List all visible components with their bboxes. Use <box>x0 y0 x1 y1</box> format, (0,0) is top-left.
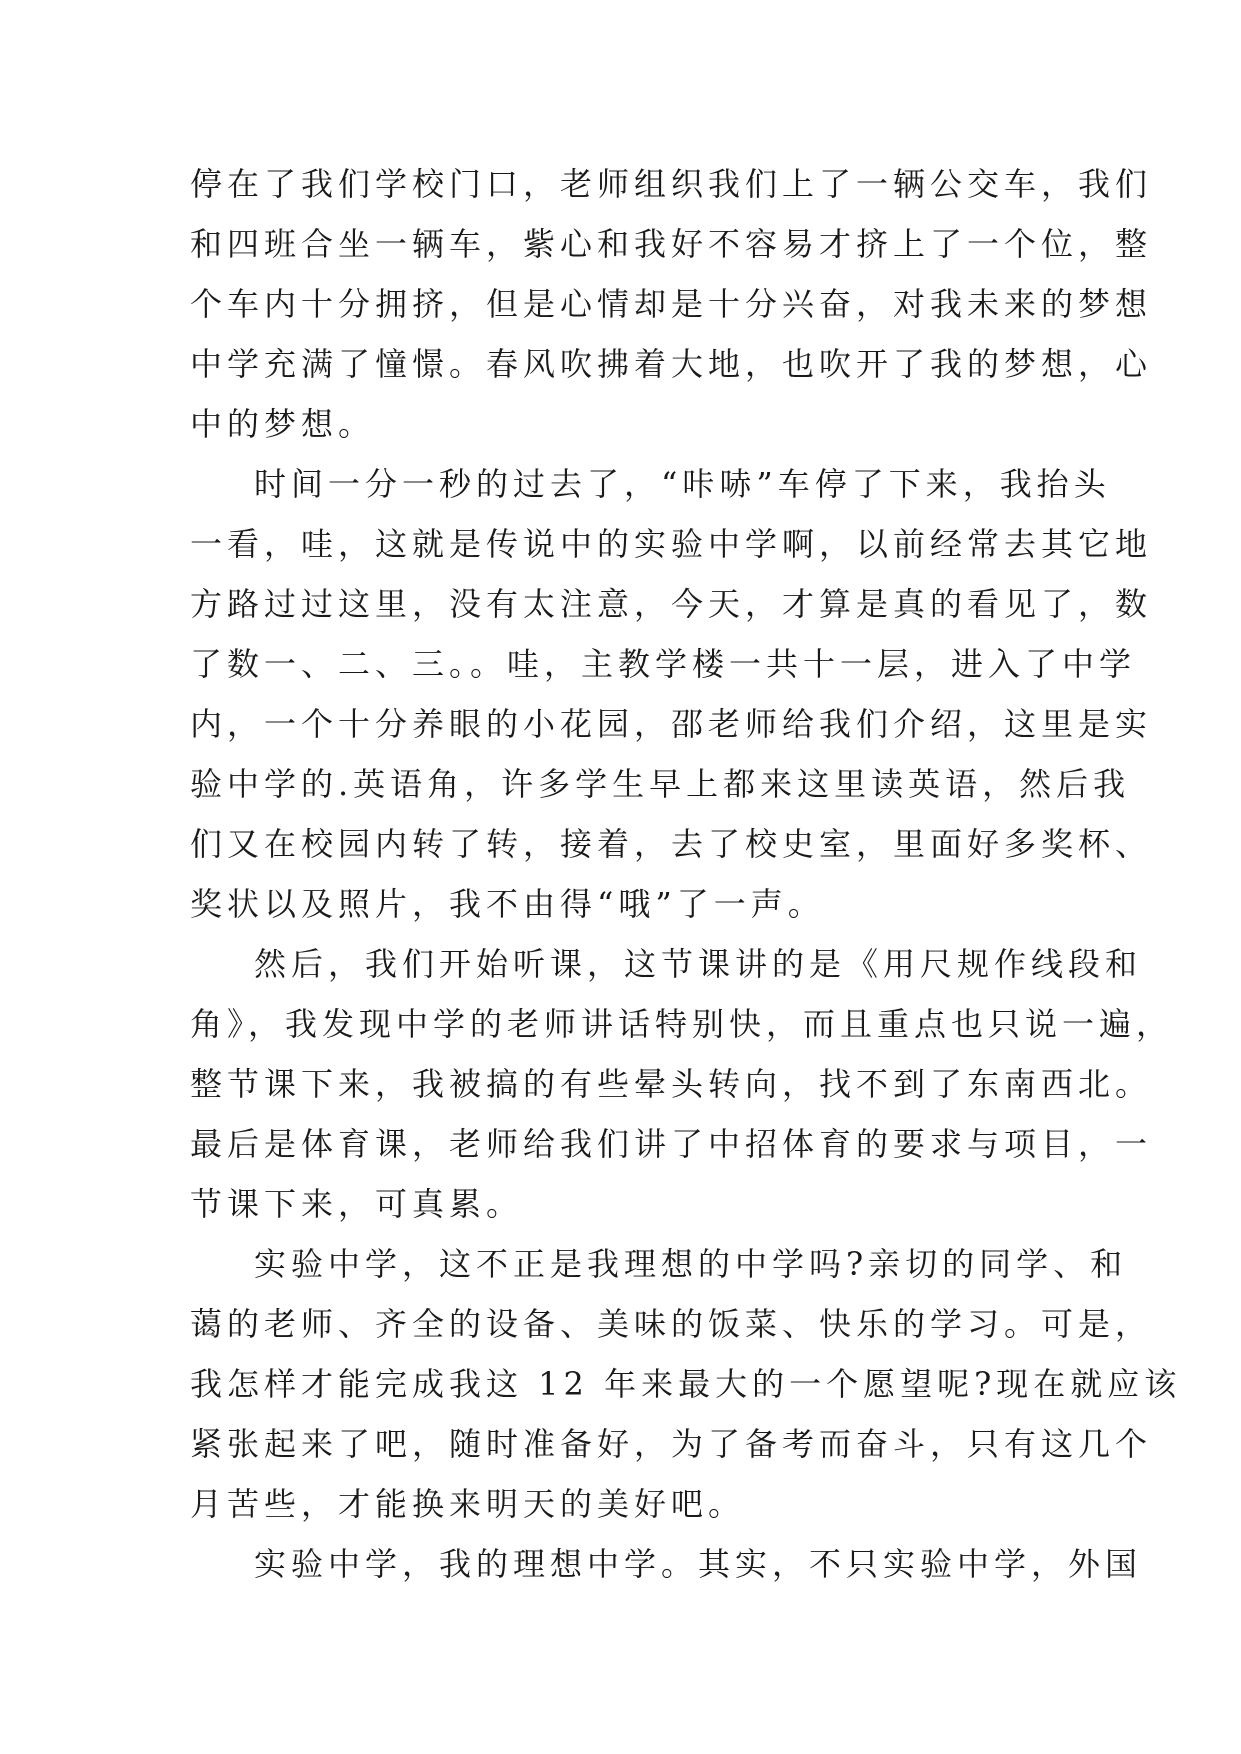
text-line: 然后，我们开始听课，这节课讲的是《用尺规作线段和 <box>254 945 1143 983</box>
text-line: 时间一分一秒的过去了，“咔哧”车停了下来，我抬头 <box>254 465 1111 503</box>
text-line: 和四班合坐一辆车，紫心和我好不容易才挤上了一个位，整 <box>190 225 1153 263</box>
text-line: 中的梦想。 <box>190 405 376 443</box>
text-line: 中学充满了憧憬。春风吹拂着大地，也吹开了我的梦想，心 <box>190 345 1153 383</box>
text-line: 角》，我发现中学的老师讲话特别快，而且重点也只说一遍， <box>190 1005 1174 1043</box>
paragraph <box>190 454 1153 934</box>
text-line: 整节课下来，我被搞的有些晕头转向，找不到了东南西北。 <box>190 1065 1153 1103</box>
paragraph <box>190 154 1153 454</box>
text-line: 个车内十分拥挤，但是心情却是十分兴奋，对我未来的梦想 <box>190 285 1153 323</box>
text-line: 内，一个十分养眼的小花园，邵老师给我们介绍，这里是实 <box>190 705 1153 743</box>
paragraph <box>190 1534 1143 1594</box>
text-line: 一看，哇，这就是传说中的实验中学啊，以前经常去其它地 <box>190 525 1153 563</box>
text-line: 实验中学，我的理想中学。其实，不只实验中学，外国 <box>254 1545 1143 1583</box>
text-line: 我怎样才能完成我这 12 年来最大的一个愿望呢?现在就应该 <box>190 1365 1182 1403</box>
text-line: 了数一、二、三。。哇，主教学楼一共十一层，进入了中学 <box>190 645 1137 683</box>
text-line: 紧张起来了吧，随时准备好，为了备考而奋斗，只有这几个 <box>190 1425 1153 1463</box>
text-line: 停在了我们学校门口，老师组织我们上了一辆公交车，我们 <box>190 165 1153 203</box>
paragraph <box>190 934 1174 1234</box>
text-line: 验中学的.英语角，许多学生早上都来这里读英语，然后我 <box>190 765 1131 803</box>
text-line: 们又在校园内转了转，接着，去了校史室，里面好多奖杯、 <box>190 825 1153 863</box>
essay-body <box>190 154 1182 1594</box>
text-line: 最后是体育课，老师给我们讲了中招体育的要求与项目，一 <box>190 1125 1153 1163</box>
text-line: 奖状以及照片，我不由得“哦”了一声。 <box>190 885 825 923</box>
text-line: 方路过过这里，没有太注意，今天，才算是真的看见了，数 <box>190 585 1153 623</box>
text-line: 节课下来，可真累。 <box>190 1185 524 1223</box>
text-line: 蔼的老师、齐全的设备、美味的饭菜、快乐的学习。可是， <box>190 1305 1153 1343</box>
paragraph <box>190 1234 1182 1534</box>
text-line: 月苦些，才能换来明天的美好吧。 <box>190 1485 746 1523</box>
text-line: 实验中学，这不正是我理想的中学吗?亲切的同学、和 <box>254 1245 1128 1283</box>
